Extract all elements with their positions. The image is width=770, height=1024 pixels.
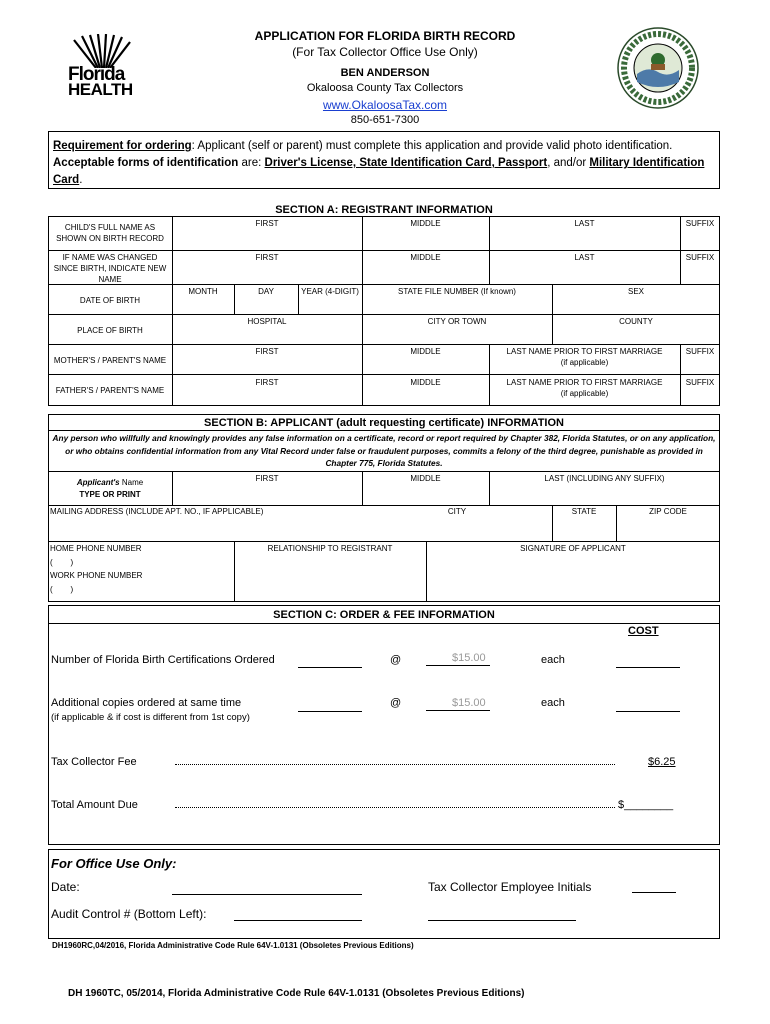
- father-last-prior-field[interactable]: LAST NAME PRIOR TO FIRST MARRIAGE: [506, 378, 663, 387]
- fee-dotted-leader: [175, 764, 615, 765]
- applicant-zip-field[interactable]: ZIP CODE: [649, 507, 687, 516]
- work-phone-field[interactable]: WORK PHONE NUMBER: [50, 571, 143, 580]
- father-if-applicable: (if applicable): [560, 389, 609, 398]
- cost-header: COST: [628, 625, 659, 637]
- home-phone-paren: ( ): [50, 558, 74, 567]
- each-label-1: each: [541, 654, 565, 666]
- cost-1-input[interactable]: [616, 667, 680, 668]
- requirement-box: [48, 131, 720, 189]
- applicant-first-field[interactable]: FIRST: [255, 474, 279, 483]
- county-field[interactable]: COUNTY: [619, 317, 653, 326]
- employee-initials-input[interactable]: [632, 892, 676, 893]
- at-symbol-2: @: [390, 697, 402, 709]
- at-symbol-1: @: [390, 654, 402, 666]
- new-suffix-field[interactable]: SUFFIX: [685, 253, 715, 262]
- office-date-label: Date:: [51, 880, 80, 894]
- section-c-title: SECTION C: ORDER & FEE INFORMATION: [273, 609, 495, 621]
- relationship-field[interactable]: RELATIONSHIP TO REGISTRANT: [267, 544, 393, 553]
- date-of-birth-label: DATE OF BIRTH: [79, 296, 141, 305]
- signature-field[interactable]: SIGNATURE OF APPLICANT: [520, 544, 626, 553]
- fathers-name-label: FATHER'S / PARENT'S NAME: [55, 386, 165, 395]
- logo-text-florida: Florida: [68, 64, 125, 85]
- mailing-address-field[interactable]: MAILING ADDRESS (INCLUDE APT. NO., IF APPLICABLE): [50, 507, 264, 516]
- tax-collector-fee-value: $6.25: [648, 756, 676, 768]
- office-use-title: For Office Use Only:: [51, 856, 177, 871]
- state-file-number-field[interactable]: STATE FILE NUMBER (If known): [398, 287, 516, 296]
- audit-control-input[interactable]: [234, 920, 362, 921]
- form-subtitle: (For Tax Collector Office Use Only): [292, 45, 478, 59]
- mother-suffix-field[interactable]: SUFFIX: [685, 347, 715, 356]
- logo-text-health: HEALTH: [68, 80, 133, 99]
- section-a-title: SECTION A: REGISTRANT INFORMATION: [275, 204, 493, 216]
- total-dotted-leader: [175, 807, 615, 808]
- requirement-heading: Requirement for ordering: [53, 140, 192, 152]
- name-label: Name: [121, 478, 144, 487]
- child-first-field[interactable]: FIRST: [255, 219, 279, 228]
- mother-first-field[interactable]: FIRST: [255, 347, 279, 356]
- applicant-name-label: [50, 478, 170, 487]
- type-or-print-label: TYPE OR PRINT: [79, 490, 141, 499]
- form-footer-2: DH 1960TC, 05/2014, Florida Administrative Code Rule 64V-1.0131 (Obsoletes Previous Editions): [68, 988, 525, 999]
- childs-name-label: CHILD'S FULL NAME AS SHOWN ON BIRTH RECORD: [56, 223, 164, 243]
- employee-initials-label: Tax Collector Employee Initials: [428, 880, 592, 894]
- father-first-field[interactable]: FIRST: [255, 378, 279, 387]
- audit-control-input-2[interactable]: [428, 920, 576, 921]
- father-suffix-field[interactable]: SUFFIX: [685, 378, 715, 387]
- birth-month-field[interactable]: MONTH: [188, 287, 218, 296]
- price-1: $15.00: [452, 652, 486, 664]
- changed-name-label: IF NAME WAS CHANGED SINCE BIRTH, INDICATE NEW NAME: [53, 253, 167, 284]
- child-middle-field[interactable]: MIDDLE: [410, 219, 441, 228]
- tax-collector-fee-label: Tax Collector Fee: [51, 756, 137, 768]
- new-first-field[interactable]: FIRST: [255, 253, 279, 262]
- applicant-label: Applicant's: [76, 478, 120, 487]
- hospital-field[interactable]: HOSPITAL: [247, 317, 287, 326]
- cert-ordered-label: Number of Florida Birth Certifications Ordered: [51, 654, 275, 666]
- audit-control-label: Audit Control # (Bottom Left):: [51, 907, 207, 921]
- home-phone-field[interactable]: HOME PHONE NUMBER: [50, 544, 142, 553]
- cert-ordered-input[interactable]: [298, 667, 362, 668]
- applicant-last-field[interactable]: LAST (INCLUDING ANY SUFFIX): [544, 474, 665, 483]
- sex-field[interactable]: SEX: [627, 287, 644, 296]
- requirement-text-4: .: [79, 174, 83, 186]
- id-list-2: Military Identification Card: [53, 157, 705, 186]
- office-date-input[interactable]: [172, 894, 362, 895]
- id-forms-label: Acceptable forms of identification: [53, 157, 239, 169]
- new-last-field[interactable]: LAST: [574, 253, 595, 262]
- website-link[interactable]: www.OkaloosaTax.com: [322, 98, 448, 112]
- additional-copies-input[interactable]: [298, 711, 362, 712]
- requirement-text-2: are:: [238, 157, 265, 169]
- office-name: Okaloosa County Tax Collectors: [306, 82, 464, 94]
- additional-copies-note: (if applicable & if cost is different from 1st copy): [51, 712, 250, 723]
- applicant-state-field[interactable]: STATE: [571, 507, 597, 516]
- child-last-field[interactable]: LAST: [574, 219, 595, 228]
- total-amount-field[interactable]: $________: [618, 799, 674, 811]
- mother-middle-field[interactable]: MIDDLE: [410, 347, 441, 356]
- father-middle-field[interactable]: MIDDLE: [410, 378, 441, 387]
- office-phone: 850-651-7300: [350, 114, 420, 126]
- child-suffix-field[interactable]: SUFFIX: [685, 219, 715, 228]
- place-of-birth-label: PLACE OF BIRTH: [77, 326, 143, 335]
- additional-copies-label: Additional copies ordered at same time: [51, 697, 242, 709]
- id-list: Driver's License, State Identification Card, Passport: [264, 157, 548, 169]
- applicant-city-field[interactable]: CITY: [447, 507, 467, 516]
- work-phone-paren: ( ): [50, 585, 74, 594]
- mother-if-applicable: (if applicable): [560, 358, 609, 367]
- price-2: $15.00: [452, 697, 486, 709]
- total-amount-label: Total Amount Due: [51, 799, 138, 811]
- city-town-field[interactable]: CITY OR TOWN: [427, 317, 487, 326]
- birth-year-field[interactable]: YEAR (4-DIGIT): [301, 287, 359, 296]
- mother-last-prior-field[interactable]: LAST NAME PRIOR TO FIRST MARRIAGE: [506, 347, 663, 356]
- new-middle-field[interactable]: MIDDLE: [410, 253, 441, 262]
- applicant-middle-field[interactable]: MIDDLE: [410, 474, 441, 483]
- each-label-2: each: [541, 697, 565, 709]
- birth-day-field[interactable]: DAY: [258, 287, 274, 296]
- requirement-text-3: , and/or: [547, 157, 590, 169]
- section-b-title: SECTION B: APPLICANT (adult requesting certificate) INFORMATION: [204, 417, 564, 429]
- form-footer-1: DH1960RC,04/2016, Florida Administrative Code Rule 64V-1.0131 (Obsoletes Previous Editions): [52, 941, 414, 950]
- false-info-warning: Any person who willfully and knowingly provides any false information on a certificate, record or report required by Chapter 382, Florida Statutes, or on any application, or who obtains confidential information from any Vital Record under false or fraudulent purposes, commits a felony of the third degree, punishable as provided in Chapter 775, Florida Statutes.: [52, 433, 716, 468]
- requirement-text: : Applicant (self or parent) must complete this application and provide valid photo identification.: [191, 140, 673, 152]
- mothers-name-label: MOTHER'S / PARENT'S NAME: [53, 356, 167, 365]
- cost-2-input[interactable]: [616, 711, 680, 712]
- collector-name: BEN ANDERSON: [340, 67, 430, 79]
- form-title: APPLICATION FOR FLORIDA BIRTH RECORD: [254, 29, 516, 43]
